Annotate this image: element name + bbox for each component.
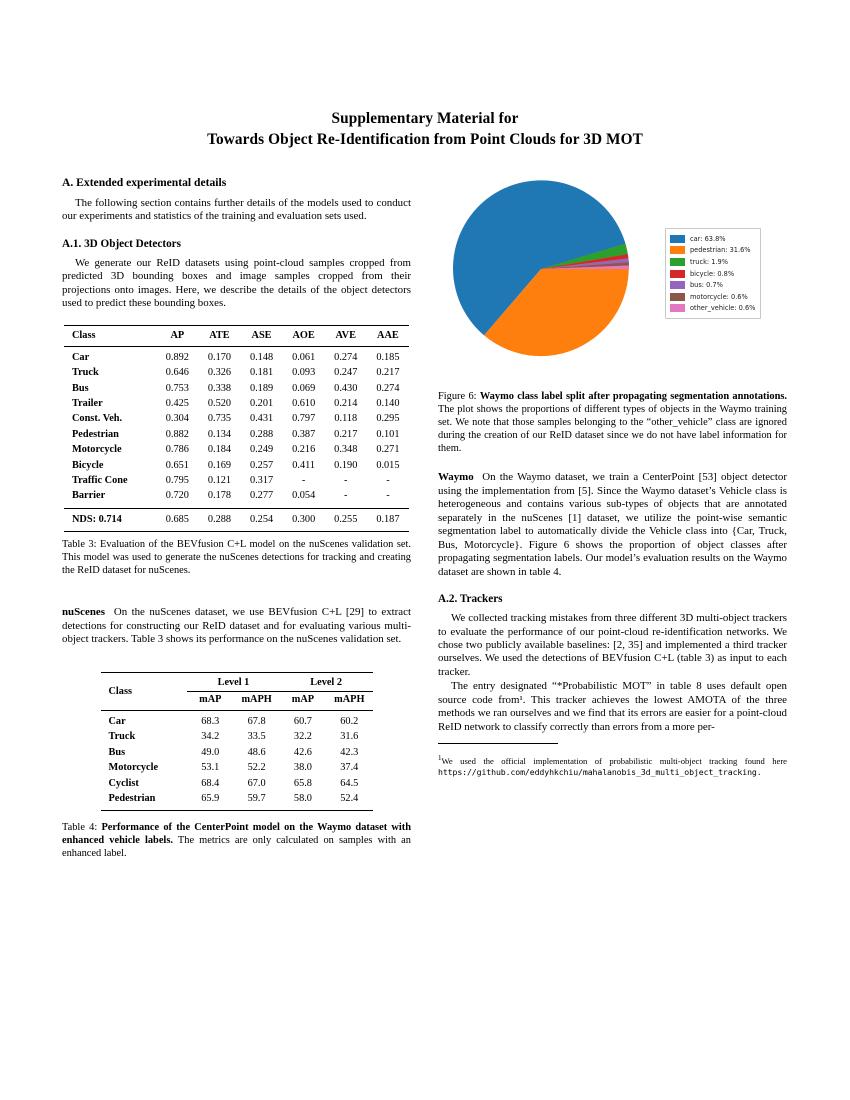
- table-4-cell-class: Motorcycle: [108, 762, 159, 774]
- table-4-body: [101, 711, 373, 811]
- table-3-summary-row: [64, 508, 409, 531]
- table-3-cell: 0.069: [292, 382, 316, 394]
- table-4-cell: 33.5: [247, 731, 266, 743]
- table-3-cell: -: [301, 475, 306, 487]
- legend-item-bicycle: [670, 268, 755, 280]
- trackers-paragraph-2: The entry designated “*Probabilistic MOT” in table 8 uses default open source code from¹. This tracker achieves the lowest AMOTA of the three methods we ran ourselves and we find that its errors are easier for a point-cloud ReID network to classify correctly than errors from a more per-: [438, 680, 787, 733]
- table-4-header-l2-map: mAP: [291, 693, 315, 705]
- table-3-cell: 0.254: [240, 508, 282, 531]
- legend-swatch-motorcycle: [670, 293, 685, 301]
- table-4-group-level2: Level 2: [280, 673, 373, 692]
- footnote-1: [438, 753, 787, 778]
- legend-label-motorcycle: motorcycle: 0.6%: [690, 292, 748, 301]
- table-3-cell: 0.300: [283, 508, 325, 531]
- table-3-cell: 0.093: [292, 367, 316, 379]
- table-4-cell: 48.6: [247, 746, 266, 758]
- table-4-cell-class: Truck: [108, 731, 136, 743]
- legend-label-bus: bus: 0.7%: [690, 281, 723, 290]
- table-3-cell: 0.170: [198, 346, 240, 365]
- table-3-cell: 0.134: [207, 428, 232, 440]
- figure-6-caption-rest: The plot shows the proportions of different types of objects in the Waymo training set. We note that those samples belonging to the “other_vehicle” class are ignored during the creation of our ReID dataset since we do not have label information for them.: [438, 404, 787, 455]
- table-4-cell-class: Car: [101, 711, 188, 730]
- legend-label-bicycle: bicycle: 0.8%: [690, 269, 735, 278]
- table-row: [101, 776, 373, 791]
- table-4-cell: 58.0: [280, 791, 326, 810]
- table-3-cell: 0.795: [165, 475, 189, 487]
- table-row: [101, 745, 373, 760]
- legend-item-truck: [670, 256, 755, 268]
- table-row: [64, 443, 409, 458]
- table-3-cell-class: Car: [64, 346, 156, 365]
- table-3-cell: 0.148: [240, 346, 282, 365]
- pie-chart-legend: [665, 228, 761, 319]
- footnote-url[interactable]: https://github.com/eddyhkchiu/mahalanobis_3d_multi_object_tracking.: [438, 766, 762, 777]
- table-4-cell: 49.0: [201, 746, 220, 758]
- table-3-header-ap: AP: [156, 325, 198, 346]
- table-3-wrapper: [62, 325, 411, 577]
- nuscenes-runin-heading: nuScenes: [62, 606, 105, 619]
- table-3-cell: 0.326: [207, 367, 232, 379]
- table-3-cell: 0.753: [165, 382, 189, 394]
- table-3-cell: 0.169: [207, 459, 232, 471]
- waymo-paragraph-text: On the Waymo dataset, we train a CenterPoint [53] object detector using the implementation from [5]. Since the Waymo dataset’s Vehicle class is heterogeneous and contains various sub-types of objects that are annotated separately in the nuScenes [1] dataset, we utilize the point-wise semantic segmentation label to automatically divide the Vehicle class into {Car, Truck, Bus, Motorcycle}. Figure 6 shows the proportion of object classes after propagating segmentation labels. Our model’s evaluation results on the Waymo dataset are shown in table 4.: [438, 471, 787, 578]
- table-3-body: [64, 346, 409, 508]
- table-4-cell: 67.0: [247, 777, 266, 789]
- table-row: [64, 366, 409, 381]
- table-4-cell: 34.2: [201, 731, 220, 743]
- table-3-header-ase: ASE: [240, 325, 282, 346]
- table-3-foot: [64, 508, 409, 531]
- table-3-cell: -: [386, 475, 390, 487]
- table-4-caption-bold: Performance of the CenterPoint model on the Waymo dataset with enhanced vehicle labels.: [62, 822, 411, 847]
- table-3-cell: 0.140: [376, 398, 400, 410]
- table-3-cell: 0.786: [165, 444, 189, 456]
- footnote-text: We used the official implementation of probabilistic multi-object tracking found here: [441, 755, 787, 766]
- table-3-cell: 0.797: [292, 413, 316, 425]
- table-3-cell: 0.411: [292, 459, 316, 471]
- legend-item-car: [670, 233, 755, 245]
- table-4-cell-class: Cyclist: [108, 777, 139, 789]
- table-3-cell: 0.274: [325, 346, 367, 365]
- table-3-cell-class: Pedestrian: [72, 428, 119, 440]
- table-3-header-aae: AAE: [367, 325, 409, 346]
- table-4-group-level1: Level 1: [187, 673, 280, 692]
- table-3-cell: 0.431: [249, 413, 274, 425]
- table-3-cell: 0.249: [249, 444, 274, 456]
- table-4-cell: 53.1: [201, 762, 220, 774]
- section-heading-a: A. Extended experimental details: [62, 176, 227, 189]
- legend-item-motorcycle: [670, 291, 755, 303]
- table-3-cell-class: Truck: [72, 367, 99, 379]
- table-3-cell: 0.882: [165, 428, 189, 440]
- table-3-cell: 0.274: [376, 382, 400, 394]
- table-row: [64, 346, 409, 365]
- table-4-cell: 37.4: [340, 762, 359, 774]
- table-3-cell: 0.187: [367, 508, 409, 531]
- table-3-cell: 0.348: [334, 444, 358, 456]
- table-4-caption-rest: The metrics are only calculated on samples with an enhanced label.: [62, 835, 411, 860]
- table-4-cell: 60.2: [326, 711, 372, 730]
- table-3-cell: 0.121: [207, 475, 232, 487]
- right-column: [438, 176, 787, 786]
- table-3-cell-class: Bus: [72, 382, 89, 394]
- table-row: [64, 381, 409, 396]
- table-4-head: [101, 673, 373, 711]
- table-3-cell: 0.214: [334, 398, 358, 410]
- footnote-block: [438, 743, 787, 777]
- table-3-cell: 0.387: [292, 428, 316, 440]
- table-4-caption: [62, 821, 411, 860]
- table-3-cell: -: [344, 490, 348, 502]
- table-3-cell-class: Trailer: [72, 398, 103, 410]
- legend-item-other-vehicle: [670, 303, 755, 315]
- table-4-cell: 59.7: [233, 791, 279, 810]
- table-3-header-row: [64, 325, 409, 346]
- table-4-header-l1-maph: mAPH: [241, 693, 272, 705]
- table-row: [101, 730, 373, 745]
- table-4-cell: 52.2: [247, 762, 266, 774]
- legend-swatch-bus: [670, 281, 685, 289]
- table-3-cell: 0.118: [334, 413, 358, 425]
- table-3-caption-prefix: Table 3:: [62, 538, 97, 550]
- table-4-wrapper: [62, 672, 411, 860]
- table-4-cell: 42.3: [340, 746, 359, 758]
- table-3-cell: 0.015: [376, 459, 400, 471]
- table-3-cell: 0.277: [249, 490, 274, 502]
- table-3-cell: 0.255: [325, 508, 367, 531]
- table-3-header-ate: ATE: [198, 325, 240, 346]
- subsection-a1-paragraph: We generate our ReID datasets using point-cloud samples cropped from predicted 3D bounding boxes and image samples cropped from their projections onto images. Here, we describe the details of the object detectors used to predict these bounding boxes.: [62, 256, 411, 310]
- figure-6-caption-bold: Waymo class label split after propagating segmentation annotations.: [479, 391, 787, 402]
- table-3-cell: 0.317: [249, 475, 274, 487]
- table-3-cell: 0.520: [207, 398, 232, 410]
- table-3-head: [64, 325, 409, 346]
- footnote-marker: 1: [438, 753, 442, 762]
- title-line-1: Supplementary Material for: [331, 110, 519, 127]
- legend-label-other-vehicle: other_vehicle: 0.6%: [690, 304, 756, 313]
- table-4-header-l2-maph: mAPH: [334, 693, 365, 705]
- table-3-header-ave: AVE: [325, 325, 367, 346]
- table-3-cell: 0.101: [376, 428, 400, 440]
- legend-swatch-truck: [670, 258, 685, 266]
- legend-item-pedestrian: [670, 245, 755, 257]
- figure-6: [438, 176, 787, 455]
- table-4-cell: 42.6: [293, 746, 312, 758]
- table-3-cell: 0.735: [207, 413, 232, 425]
- table-4-cell: 31.6: [340, 731, 359, 743]
- table-4-header-l1-map: mAP: [199, 693, 222, 705]
- table-row: [101, 761, 373, 776]
- table-3-caption: [62, 538, 411, 577]
- table-row: [64, 427, 409, 442]
- table-4-cell: 65.8: [293, 777, 312, 789]
- table-4-group-header-row: [101, 673, 373, 692]
- table-3-cell: 0.288: [198, 508, 240, 531]
- table-3-cell-class: Bicycle: [72, 459, 104, 471]
- table-4-cell: 52.4: [326, 791, 372, 810]
- table-3-cell: 0.338: [207, 382, 232, 394]
- table-3-cell-class: Motorcycle: [72, 444, 122, 456]
- legend-label-car: car: 63.8%: [690, 234, 726, 243]
- table-3-cell: 0.217: [376, 367, 400, 379]
- table-4-header-class: Class: [101, 673, 188, 711]
- waymo-paragraph: [438, 471, 787, 579]
- table-4-cell: 68.3: [187, 711, 233, 730]
- waymo-runin-heading: Waymo: [438, 471, 474, 484]
- table-4-cell: 32.2: [293, 731, 312, 743]
- table-3-cell: 0.061: [283, 346, 325, 365]
- table-3-cell: 0.189: [249, 382, 274, 394]
- table-4-cell: 38.0: [293, 762, 312, 774]
- trackers-paragraph-1: We collected tracking mistakes from three different 3D multi-object trackers to evaluate the performance of our point-cloud re-identification networks. We chose two publicly available baselines: [2, 35] and implemented a third tracker ourselves. We used the detections of BEVfusion C+L (table 3) as input to each tracker.: [438, 612, 787, 678]
- paper-title: [62, 108, 788, 150]
- legend-label-truck: truck: 1.9%: [690, 257, 728, 266]
- table-3-cell: 0.217: [334, 428, 358, 440]
- table-3-cell: 0.181: [249, 367, 274, 379]
- table-3-cell: 0.178: [207, 490, 232, 502]
- table-3-cell: 0.201: [249, 398, 274, 410]
- left-column: [62, 176, 411, 870]
- table-3-cell: 0.651: [165, 459, 189, 471]
- table-3-cell: 0.054: [292, 490, 316, 502]
- table-3-cell: 0.184: [207, 444, 232, 456]
- table-4-cell: 67.8: [233, 711, 279, 730]
- table-3-caption-text: Evaluation of the BEVfusion C+L model on the nuScenes validation set. This model was used to generate the nuScenes detections for tracking and creating the ReID dataset for nuScenes.: [62, 538, 412, 577]
- nuscenes-paragraph-text: On the nuScenes dataset, we use BEVfusion C+L [29] to extract detections for constructing our ReID dataset and for evaluating various multi-object trackers. Table 3 shows its performance on the nuScenes validation set.: [62, 606, 411, 646]
- legend-swatch-pedestrian: [670, 246, 685, 254]
- table-3-nds-label: NDS: 0.714: [64, 508, 156, 531]
- table-3-cell: 0.185: [367, 346, 409, 365]
- section-a-intro-paragraph: The following section contains further details of the models used to conduct our experiments and statistics of the training and evaluation sets used.: [62, 197, 411, 223]
- table-3-cell: 0.304: [165, 413, 189, 425]
- table-row: [64, 412, 409, 427]
- table-3-cell: 0.610: [292, 398, 316, 410]
- table-3-cell-class: Barrier: [72, 490, 106, 502]
- table-3-cell: 0.216: [292, 444, 316, 456]
- legend-swatch-bicycle: [670, 270, 685, 278]
- table-row: [64, 458, 409, 473]
- table-3-cell-class: Traffic Cone: [72, 475, 128, 487]
- nuscenes-paragraph: [62, 606, 411, 646]
- table-4-cell: 60.7: [280, 711, 326, 730]
- table-4-cell: 68.4: [201, 777, 220, 789]
- table-3-header-class: Class: [64, 325, 156, 346]
- table-row: [64, 489, 409, 508]
- table-row: [64, 473, 409, 488]
- table-4-cell-class: Pedestrian: [101, 791, 188, 810]
- figure-6-plot-area: [438, 176, 787, 376]
- table-3-cell: 0.247: [334, 367, 358, 379]
- legend-swatch-other-vehicle: [670, 304, 685, 312]
- table-row: [64, 397, 409, 412]
- table-row: [101, 791, 373, 810]
- subsection-heading-a1: A.1. 3D Object Detectors: [62, 237, 181, 250]
- footnote-separator: [438, 743, 558, 744]
- table-4-cell-class: Bus: [108, 746, 126, 758]
- table-3-cell: 0.892: [156, 346, 198, 365]
- legend-item-bus: [670, 279, 755, 291]
- title-line-2: Towards Object Re-Identification from Point Clouds for 3D MOT: [207, 131, 643, 148]
- table-3-cell: 0.685: [156, 508, 198, 531]
- table-3-cell: 0.190: [334, 459, 358, 471]
- table-4-cell: 65.9: [187, 791, 233, 810]
- table-3-cell: -: [386, 490, 390, 502]
- table-3-cell: -: [344, 475, 348, 487]
- table-3-header-aoe: AOE: [283, 325, 325, 346]
- table-3-cell: 0.720: [165, 490, 189, 502]
- table-4-cell: 64.5: [340, 777, 359, 789]
- table-3-cell-class: Const. Veh.: [72, 413, 123, 425]
- table-3-cell: 0.295: [376, 413, 400, 425]
- figure-6-caption: [438, 390, 787, 455]
- table-3-cell: 0.430: [334, 382, 358, 394]
- table-4: [101, 672, 373, 811]
- table-3-cell: 0.646: [165, 367, 189, 379]
- table-4-caption-prefix: Table 4:: [62, 822, 98, 834]
- legend-label-pedestrian: pedestrian: 31.6%: [690, 246, 751, 255]
- legend-swatch-car: [670, 235, 685, 243]
- subsection-heading-a2: A.2. Trackers: [438, 593, 503, 606]
- figure-6-caption-prefix: Figure 6:: [438, 391, 477, 402]
- table-3: [64, 325, 409, 532]
- table-3-cell: 0.271: [376, 444, 400, 456]
- table-3-cell: 0.425: [165, 398, 189, 410]
- table-row: [101, 711, 373, 730]
- two-column-body: [62, 176, 788, 870]
- table-3-cell: 0.288: [249, 428, 274, 440]
- table-3-cell: 0.257: [249, 459, 274, 471]
